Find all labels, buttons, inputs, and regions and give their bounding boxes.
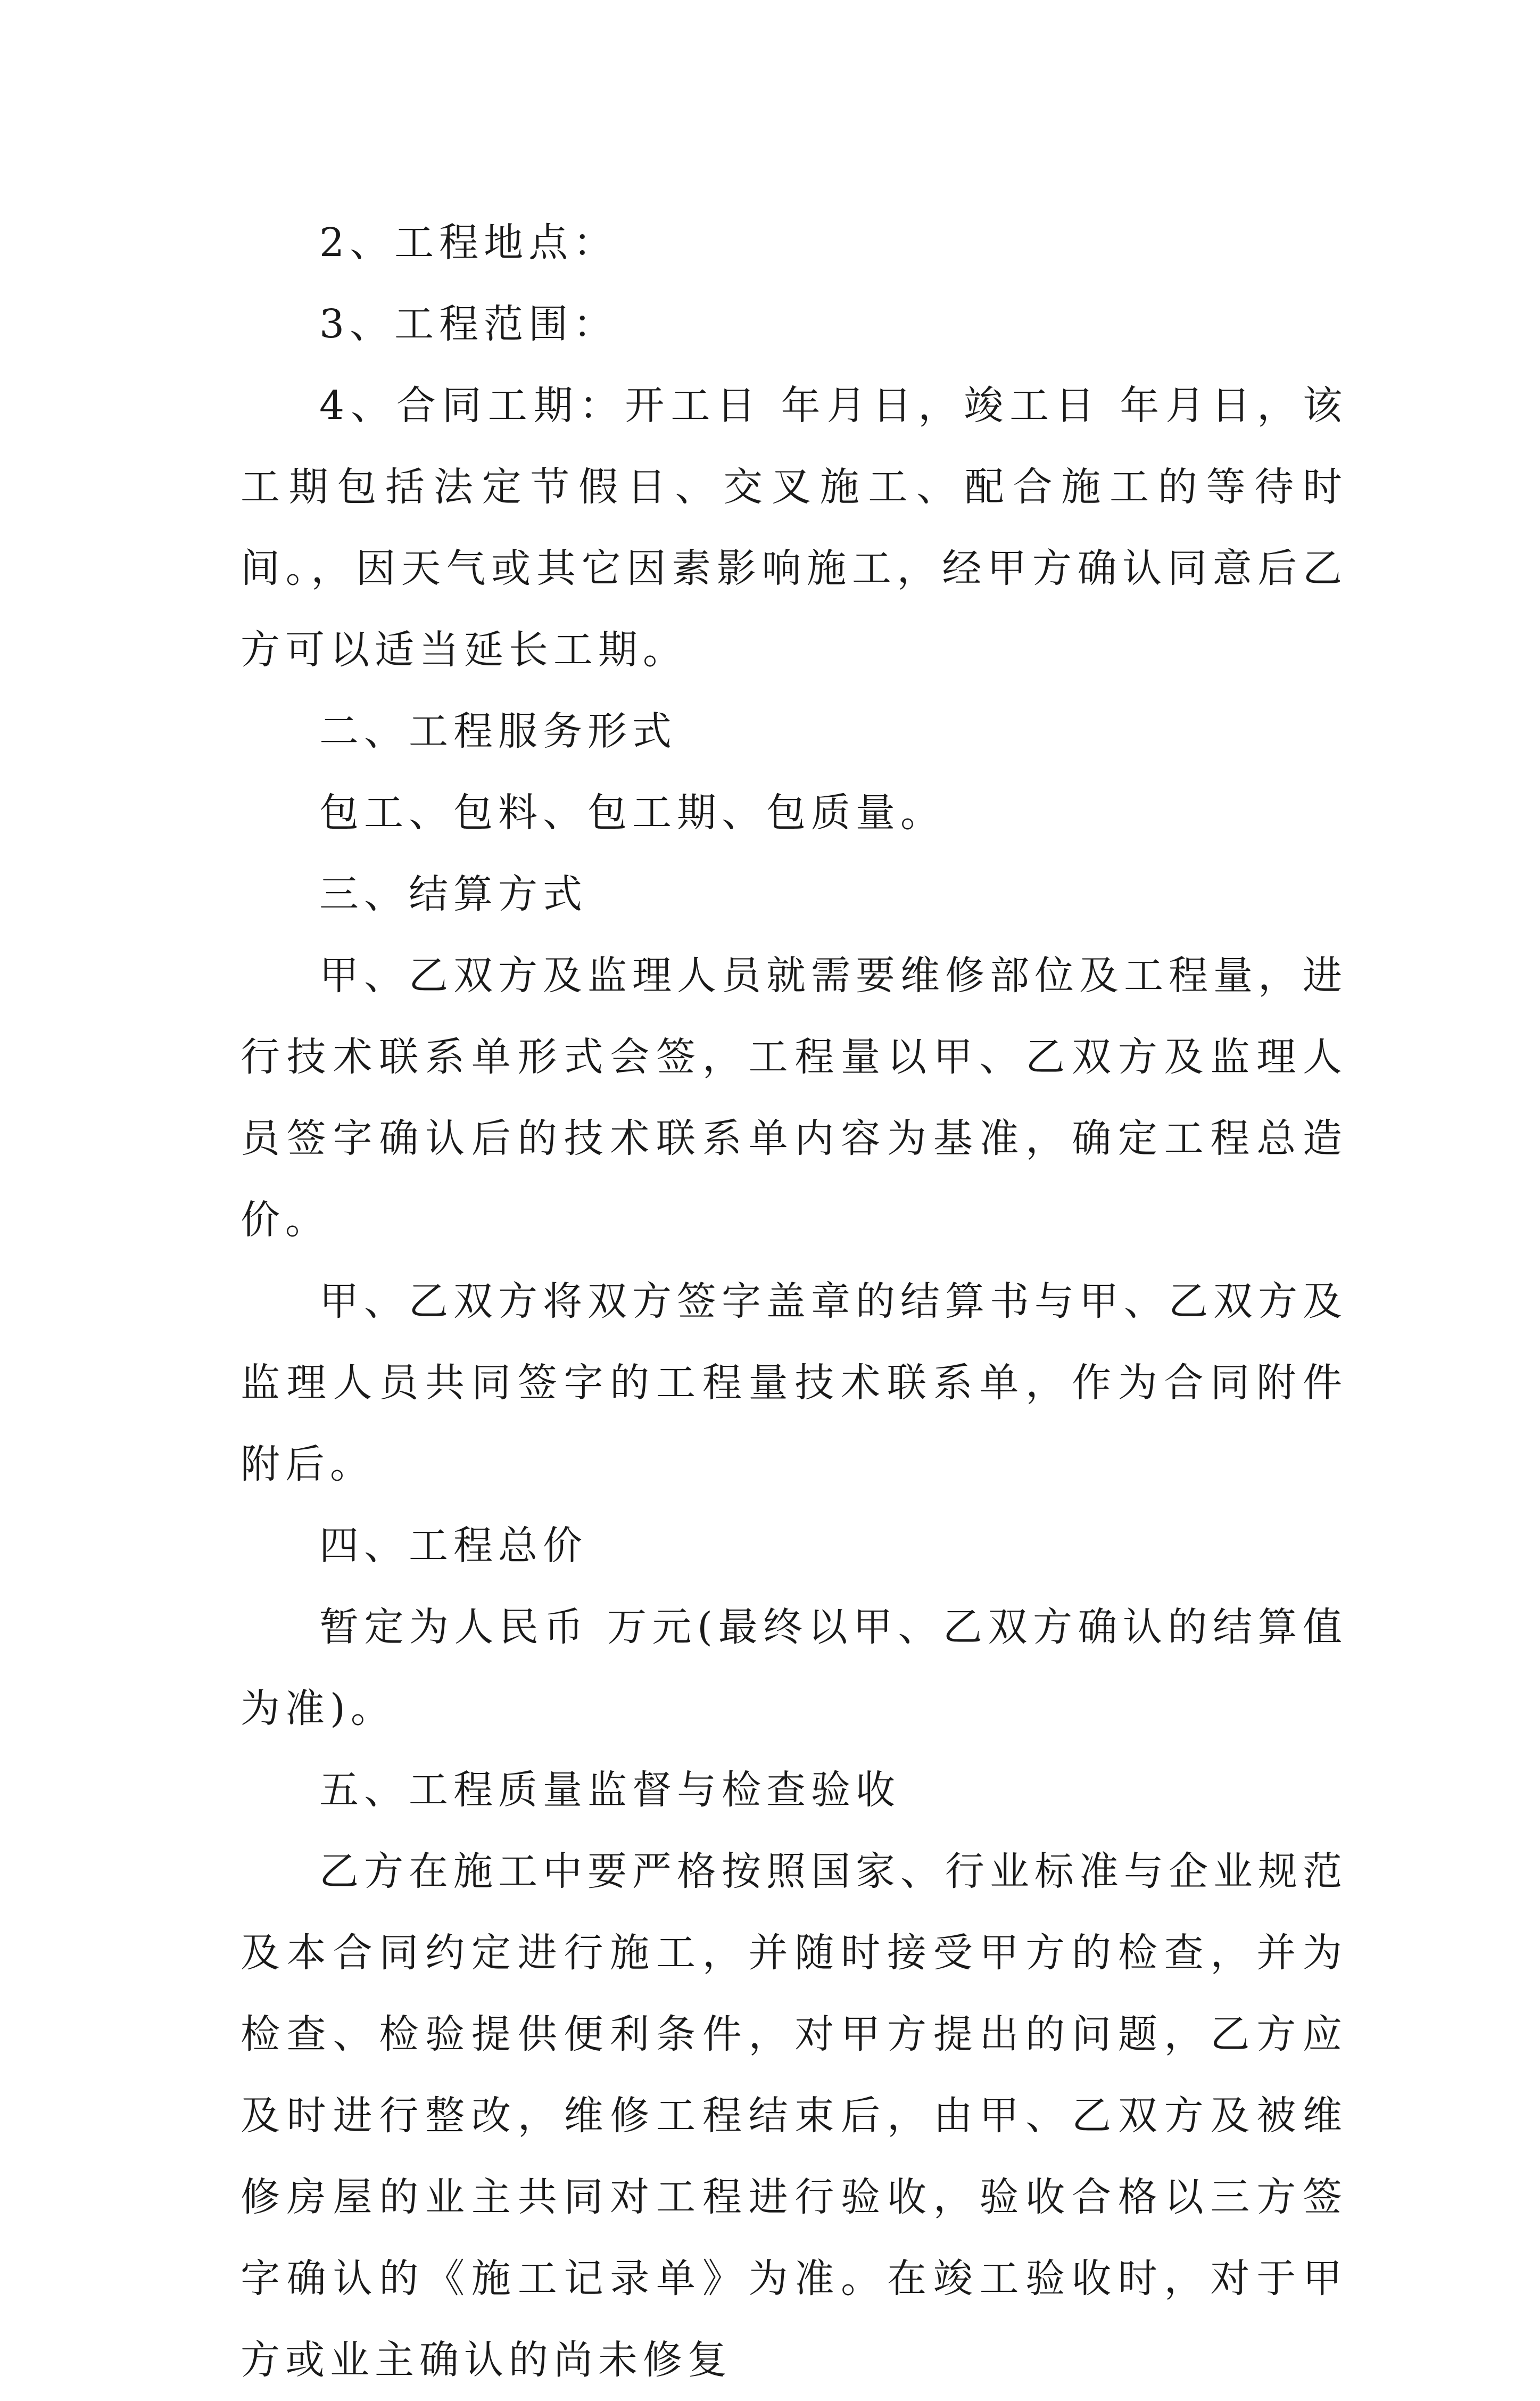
section-heading-settlement: 三、结算方式 xyxy=(319,871,587,917)
paragraph-service-form: 包工、包料、包工期、包质量。 xyxy=(319,790,945,836)
paragraph-settlement-1: 甲、乙双方及监理人员就需要维修部位及工程量，进行技术联系单形式会签，工程量以甲、乙双方及监理人员签字确认后的技术联系单内容为基准，确定工程总造价。 xyxy=(241,953,1347,1243)
section-heading-service-form: 二、工程服务形式 xyxy=(319,708,677,754)
item-contract-period: 4、合同工期：开工日 年月日，竣工日 年月日，该工期包括法定节假日、交叉施工、配合施工的等待时间。，因天气或其它因素影响施工，经甲方确认同意后乙方可以适当延长工期。 xyxy=(241,383,1347,673)
item-project-location: 2、工程地点： xyxy=(319,220,618,266)
paragraph-total-price: 暂定为人民币 万元(最终以甲、乙双方确认的结算值为准)。 xyxy=(241,1604,1347,1731)
paragraph-settlement-2: 甲、乙双方将双方签字盖章的结算书与甲、乙双方及监理人员共同签字的工程量技术联系单，作为合同附件附后。 xyxy=(241,1278,1347,1487)
document-body xyxy=(241,202,1347,2401)
paragraph-quality-inspection: 乙方在施工中要严格按照国家、行业标准与企业规范及本合同约定进行施工，并随时接受甲方的检查，并为检查、检验提供便利条件，对甲方提出的问题，乙方应及时进行整改，维修工程结束后，由甲、乙双方及被维修房屋的业主共同对工程进行验收，验收合格以三方签字确认的《施工记录单》为准。在竣工验收时，对于甲方或业主确认的尚未修复 xyxy=(241,1849,1347,2383)
section-heading-quality-inspection: 五、工程质量监督与检查验收 xyxy=(319,1767,900,1813)
item-project-scope: 3、工程范围： xyxy=(319,301,618,347)
section-heading-total-price: 四、工程总价 xyxy=(319,1523,587,1569)
